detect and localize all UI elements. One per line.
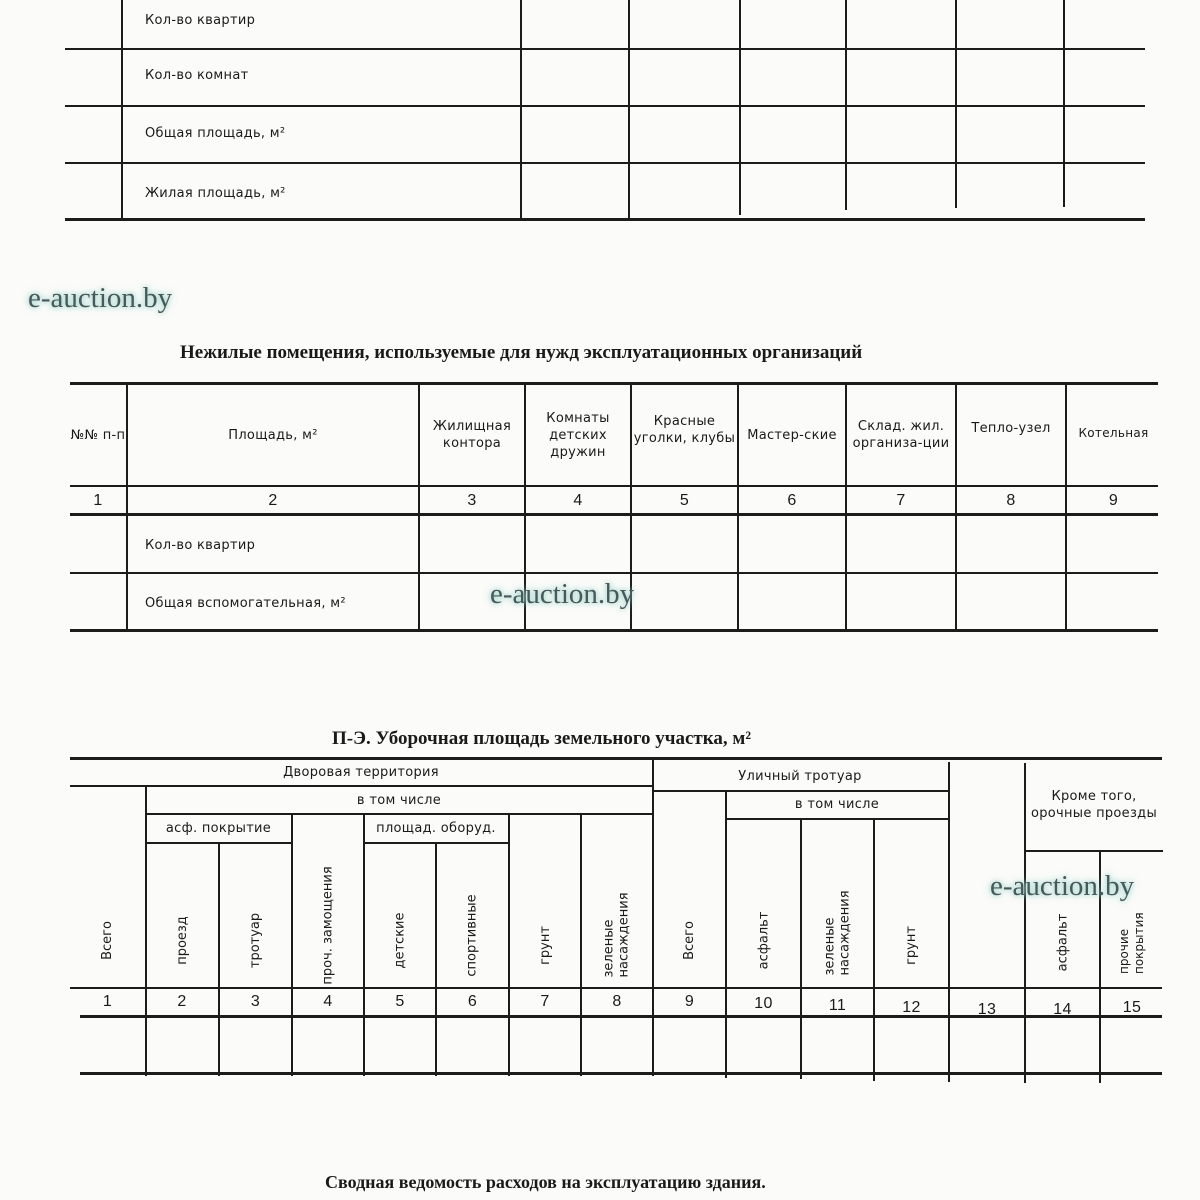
col-label-driveway: проезд (174, 915, 190, 965)
group-yard: Дворовая территория (283, 765, 439, 780)
col-number: 13 (977, 1000, 997, 1018)
header-clubs: Красные уголки, клубы (633, 414, 736, 446)
col-number: 8 (612, 992, 622, 1010)
header-housing-office: Жилищная контора (432, 419, 512, 451)
col-label-green: зеленые насаждения (602, 892, 633, 978)
col-number: 9 (1108, 491, 1119, 509)
subgroup-playgrounds: площад. оборуд. (376, 821, 496, 836)
row-label-aux-area: Общая вспомогательная, м² (145, 595, 346, 611)
header-boiler-room: Котельная (1078, 425, 1149, 440)
col-divider (628, 0, 630, 218)
table-border (70, 382, 1158, 385)
col-label-street-total: Всего (681, 920, 697, 960)
col-divider (121, 0, 123, 220)
table-border (80, 1072, 1162, 1075)
group-street-sidewalk: Уличный тротуар (738, 768, 862, 784)
row-label-apartments: Кол-во квартир (145, 537, 256, 553)
watermark: e-auction.by (990, 870, 1135, 902)
col-number: 4 (573, 491, 583, 509)
col-label-children: детские (392, 911, 408, 969)
table-border (70, 629, 1158, 632)
subgroup-asphalt-cover: асф. покрытие (165, 821, 272, 836)
header-no: №№ п-п (70, 427, 126, 443)
header-warehouse: Склад. жил. организа-ции (852, 419, 950, 451)
row-divider (726, 818, 948, 820)
col-number: 9 (684, 992, 695, 1010)
row-divider (70, 513, 1158, 516)
section-title-cleaning-area: П-Э. Уборочная площадь земельного участка, м² (332, 728, 752, 749)
col-number: 6 (787, 491, 797, 509)
col-number: 3 (467, 491, 477, 509)
col-number: 2 (268, 491, 278, 509)
col-number: 10 (754, 994, 773, 1012)
col-number: 1 (102, 992, 113, 1010)
header-children-rooms: Комнаты детских дружин (546, 410, 610, 460)
col-divider (520, 0, 522, 220)
row-divider (65, 105, 1145, 107)
col-number: 5 (679, 491, 690, 509)
group-yard-including: в том числе (356, 792, 442, 808)
row-label-apartments: Кол-во квартир (145, 12, 256, 28)
col-divider (948, 762, 950, 1082)
watermark: e-auction.by (490, 578, 635, 610)
col-number: 7 (896, 491, 906, 509)
row-divider (65, 162, 1145, 164)
col-label-street-ground: грунт (903, 925, 919, 965)
col-number: 3 (250, 992, 261, 1010)
col-number: 7 (540, 992, 550, 1010)
col-number: 4 (323, 992, 333, 1010)
col-number: 15 (1122, 998, 1142, 1016)
section-title-expenses: Сводная ведомость расходов на эксплуатацию здания. (325, 1172, 766, 1192)
col-number: 11 (828, 996, 847, 1014)
header-area: Площадь, м² (228, 427, 318, 443)
col-number: 2 (177, 992, 187, 1010)
col-number: 14 (1053, 1000, 1072, 1018)
row-label-living-area: Жилая площадь, м² (145, 185, 286, 201)
section-title-nonresidential: Нежилые помещения, используемые для нужд эксплуатационных организаций (180, 342, 863, 363)
col-label-extra-other: прочие покрытия (1117, 911, 1146, 974)
col-label-street-asphalt: асфальт (756, 911, 771, 969)
col-label-total: Всего (99, 920, 115, 960)
col-number: 5 (395, 992, 405, 1010)
row-divider (65, 48, 1145, 50)
header-heat-unit: Тепло-узел (971, 420, 1051, 436)
col-label-sports: спортивные (465, 893, 480, 977)
col-number: 12 (902, 998, 921, 1016)
col-number: 8 (1006, 491, 1016, 509)
col-label-sidewalk: тротуар (247, 912, 263, 968)
row-divider (65, 218, 1145, 221)
watermark: e-auction.by (28, 282, 173, 314)
group-extra-driveways: Кроме того, орочные проезды (1030, 789, 1158, 821)
col-number: 6 (467, 992, 478, 1010)
row-label-total-area: Общая площадь, м² (145, 125, 286, 141)
col-divider (1063, 0, 1065, 207)
col-number: 1 (93, 491, 103, 509)
row-divider (1025, 850, 1163, 852)
header-workshops: Мастер-ские (747, 427, 837, 443)
col-label-extra-asphalt: асфальт (1055, 913, 1070, 972)
row-label-rooms: Кол-во комнат (145, 67, 249, 83)
col-label-street-green: зеленые насаждения (822, 889, 853, 976)
col-divider (739, 0, 741, 215)
col-label-other-paving: проч. замощения (320, 865, 336, 985)
row-divider (70, 572, 1158, 574)
col-label-ground: грунт (537, 925, 553, 965)
col-divider (845, 0, 847, 210)
group-street-including: в том числе (794, 797, 880, 812)
col-divider (955, 0, 957, 208)
